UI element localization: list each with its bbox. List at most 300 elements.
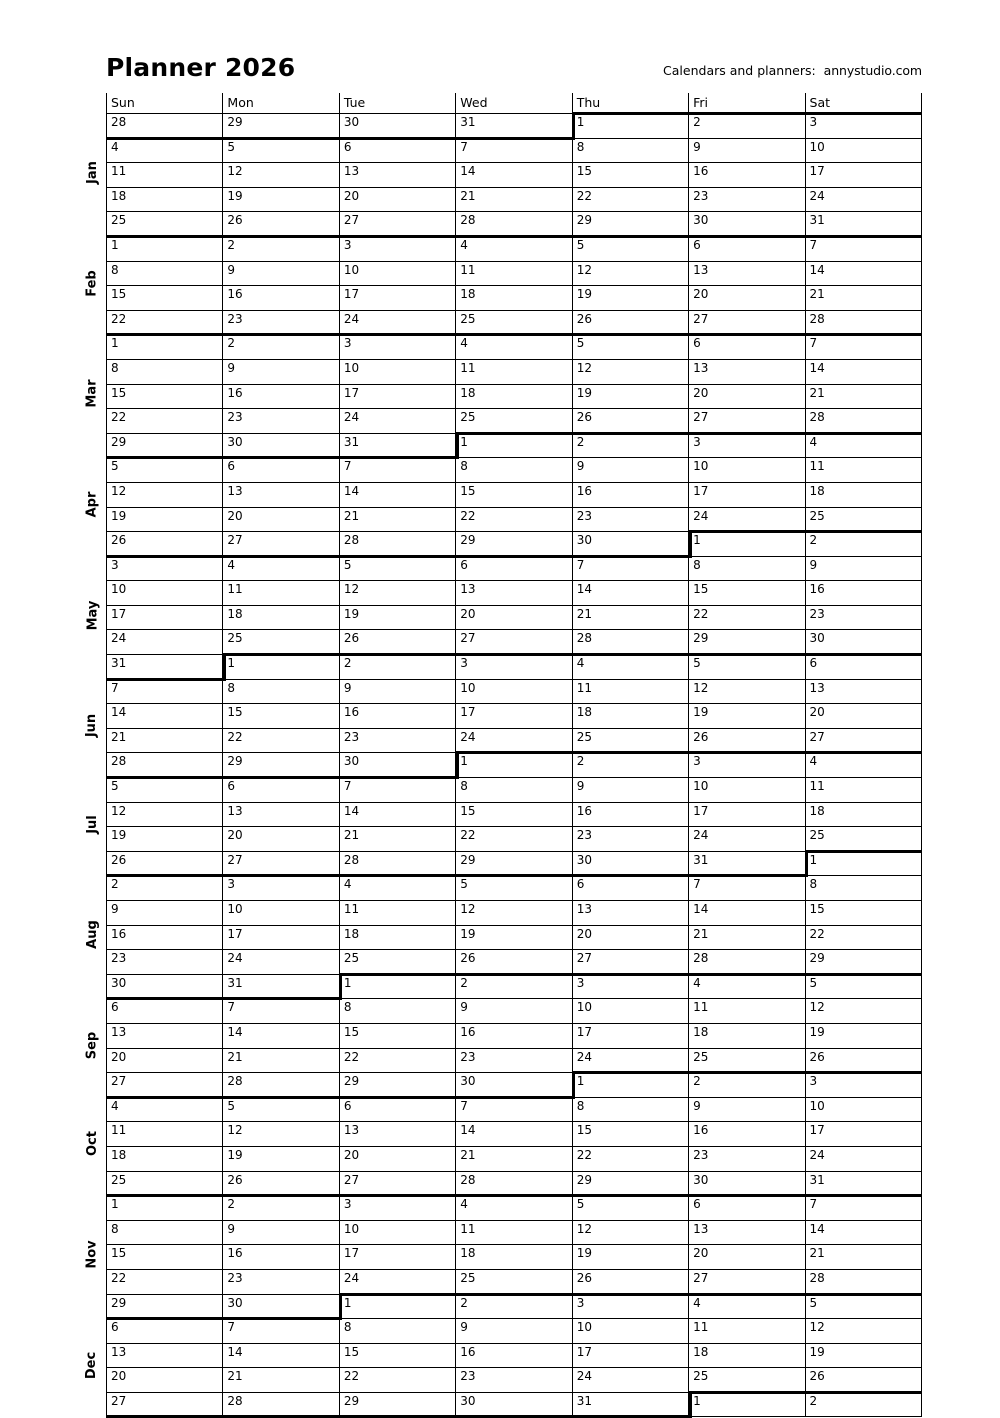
day-cell[interactable]: 26 <box>689 728 805 753</box>
day-cell[interactable]: 11 <box>339 901 455 926</box>
day-cell[interactable]: 25 <box>223 630 339 655</box>
day-cell[interactable]: 25 <box>689 1048 805 1073</box>
day-cell[interactable]: 5 <box>107 458 223 483</box>
day-cell[interactable]: 18 <box>805 482 921 507</box>
day-cell[interactable]: 30 <box>572 851 688 876</box>
day-cell[interactable]: 10 <box>689 778 805 803</box>
day-cell[interactable]: 16 <box>689 163 805 188</box>
day-cell[interactable]: 19 <box>107 827 223 852</box>
day-cell[interactable]: 15 <box>456 802 572 827</box>
day-cell[interactable]: 16 <box>456 1343 572 1368</box>
day-cell[interactable]: 18 <box>689 1023 805 1048</box>
day-cell[interactable]: 22 <box>572 1146 688 1171</box>
day-cell[interactable]: 7 <box>339 458 455 483</box>
day-cell[interactable]: 20 <box>572 925 688 950</box>
day-cell[interactable]: 7 <box>107 679 223 704</box>
day-cell[interactable]: 18 <box>107 1146 223 1171</box>
day-cell[interactable]: 15 <box>107 1245 223 1270</box>
day-cell[interactable]: 28 <box>456 1171 572 1196</box>
day-cell[interactable]: 24 <box>805 187 921 212</box>
day-cell[interactable]: 14 <box>805 1220 921 1245</box>
day-cell[interactable]: 27 <box>805 728 921 753</box>
day-cell[interactable]: 6 <box>339 138 455 163</box>
day-cell[interactable]: 10 <box>572 999 688 1024</box>
day-cell[interactable]: 18 <box>689 1343 805 1368</box>
day-cell[interactable]: 18 <box>223 605 339 630</box>
day-cell[interactable]: 18 <box>572 704 688 729</box>
day-cell[interactable]: 28 <box>223 1073 339 1098</box>
day-cell[interactable]: 26 <box>572 1269 688 1294</box>
day-cell[interactable]: 19 <box>456 925 572 950</box>
day-cell[interactable]: 6 <box>805 655 921 680</box>
day-cell[interactable]: 8 <box>107 1220 223 1245</box>
day-cell[interactable]: 26 <box>805 1048 921 1073</box>
day-cell[interactable]: 7 <box>689 876 805 901</box>
day-cell[interactable]: 1 <box>107 236 223 261</box>
day-cell[interactable]: 5 <box>456 876 572 901</box>
day-cell[interactable]: 15 <box>107 384 223 409</box>
day-cell[interactable]: 29 <box>572 1171 688 1196</box>
day-cell[interactable]: 4 <box>107 1097 223 1122</box>
day-cell[interactable]: 12 <box>572 359 688 384</box>
day-cell[interactable]: 3 <box>572 974 688 999</box>
day-cell[interactable]: 10 <box>223 901 339 926</box>
day-cell[interactable]: 12 <box>572 261 688 286</box>
day-cell[interactable]: 13 <box>689 359 805 384</box>
day-cell[interactable]: 7 <box>805 335 921 360</box>
day-cell[interactable]: 7 <box>572 556 688 581</box>
day-cell[interactable]: 14 <box>805 261 921 286</box>
day-cell[interactable]: 16 <box>223 384 339 409</box>
day-cell[interactable]: 20 <box>339 187 455 212</box>
day-cell[interactable]: 13 <box>689 1220 805 1245</box>
day-cell[interactable]: 9 <box>223 1220 339 1245</box>
day-cell[interactable]: 17 <box>456 704 572 729</box>
day-cell[interactable]: 10 <box>339 1220 455 1245</box>
day-cell[interactable]: 5 <box>572 335 688 360</box>
day-cell[interactable]: 9 <box>572 778 688 803</box>
day-cell[interactable]: 15 <box>339 1343 455 1368</box>
day-cell[interactable]: 19 <box>572 1245 688 1270</box>
day-cell[interactable]: 24 <box>805 1146 921 1171</box>
day-cell[interactable]: 24 <box>572 1368 688 1393</box>
day-cell[interactable]: 7 <box>223 1319 339 1344</box>
day-cell[interactable]: 19 <box>572 384 688 409</box>
day-cell[interactable]: 25 <box>805 507 921 532</box>
day-cell[interactable]: 23 <box>456 1368 572 1393</box>
day-cell[interactable]: 29 <box>107 1294 223 1319</box>
day-cell[interactable]: 22 <box>689 605 805 630</box>
day-cell[interactable]: 17 <box>339 286 455 311</box>
day-cell[interactable]: 28 <box>456 212 572 237</box>
day-cell[interactable]: 14 <box>107 704 223 729</box>
day-cell[interactable]: 3 <box>339 335 455 360</box>
day-cell[interactable]: 24 <box>339 409 455 434</box>
day-cell[interactable]: 8 <box>456 778 572 803</box>
day-cell[interactable]: 6 <box>107 999 223 1024</box>
day-cell[interactable]: 29 <box>456 532 572 557</box>
day-cell[interactable]: 1 <box>689 1392 805 1417</box>
day-cell[interactable]: 5 <box>223 138 339 163</box>
day-cell[interactable]: 29 <box>805 950 921 975</box>
day-cell[interactable]: 22 <box>572 187 688 212</box>
day-cell[interactable]: 2 <box>223 335 339 360</box>
day-cell[interactable]: 19 <box>689 704 805 729</box>
day-cell[interactable]: 24 <box>339 310 455 335</box>
day-cell[interactable]: 10 <box>805 1097 921 1122</box>
day-cell[interactable]: 20 <box>223 507 339 532</box>
day-cell[interactable]: 19 <box>572 286 688 311</box>
day-cell[interactable]: 13 <box>689 261 805 286</box>
day-cell[interactable]: 18 <box>456 384 572 409</box>
day-cell[interactable]: 18 <box>339 925 455 950</box>
day-cell[interactable]: 11 <box>572 679 688 704</box>
day-cell[interactable]: 1 <box>689 532 805 557</box>
day-cell[interactable]: 28 <box>107 753 223 778</box>
day-cell[interactable]: 18 <box>107 187 223 212</box>
day-cell[interactable]: 1 <box>572 1073 688 1098</box>
day-cell[interactable]: 29 <box>456 851 572 876</box>
day-cell[interactable]: 8 <box>572 138 688 163</box>
day-cell[interactable]: 30 <box>107 974 223 999</box>
day-cell[interactable]: 12 <box>339 581 455 606</box>
day-cell[interactable]: 12 <box>572 1220 688 1245</box>
day-cell[interactable]: 23 <box>339 728 455 753</box>
day-cell[interactable]: 28 <box>689 950 805 975</box>
day-cell[interactable]: 20 <box>689 286 805 311</box>
day-cell[interactable]: 6 <box>689 335 805 360</box>
day-cell[interactable]: 24 <box>223 950 339 975</box>
day-cell[interactable]: 26 <box>107 851 223 876</box>
day-cell[interactable]: 26 <box>572 409 688 434</box>
day-cell[interactable]: 3 <box>572 1294 688 1319</box>
day-cell[interactable]: 31 <box>805 212 921 237</box>
day-cell[interactable]: 4 <box>456 335 572 360</box>
day-cell[interactable]: 27 <box>223 851 339 876</box>
day-cell[interactable]: 14 <box>572 581 688 606</box>
day-cell[interactable]: 20 <box>339 1146 455 1171</box>
day-cell[interactable]: 4 <box>223 556 339 581</box>
credit-site-link[interactable]: annystudio.com <box>823 62 922 78</box>
day-cell[interactable]: 14 <box>456 1122 572 1147</box>
day-cell[interactable]: 8 <box>339 1319 455 1344</box>
day-cell[interactable]: 8 <box>107 359 223 384</box>
day-cell[interactable]: 1 <box>339 974 455 999</box>
day-cell[interactable]: 15 <box>456 482 572 507</box>
day-cell[interactable]: 24 <box>689 827 805 852</box>
day-cell[interactable]: 27 <box>572 950 688 975</box>
day-cell[interactable]: 17 <box>223 925 339 950</box>
day-cell[interactable]: 15 <box>689 581 805 606</box>
day-cell[interactable]: 17 <box>107 605 223 630</box>
day-cell[interactable]: 10 <box>339 359 455 384</box>
day-cell[interactable]: 2 <box>805 532 921 557</box>
day-cell[interactable]: 26 <box>223 212 339 237</box>
day-cell[interactable]: 23 <box>689 187 805 212</box>
day-cell[interactable]: 5 <box>107 778 223 803</box>
day-cell[interactable]: 30 <box>456 1073 572 1098</box>
day-cell[interactable]: 8 <box>689 556 805 581</box>
day-cell[interactable]: 3 <box>339 236 455 261</box>
day-cell[interactable]: 21 <box>456 1146 572 1171</box>
day-cell[interactable]: 12 <box>223 1122 339 1147</box>
day-cell[interactable]: 13 <box>223 482 339 507</box>
day-cell[interactable]: 7 <box>223 999 339 1024</box>
day-cell[interactable]: 5 <box>805 1294 921 1319</box>
day-cell[interactable]: 6 <box>572 876 688 901</box>
day-cell[interactable]: 7 <box>805 236 921 261</box>
day-cell[interactable]: 27 <box>689 409 805 434</box>
day-cell[interactable]: 11 <box>805 778 921 803</box>
day-cell[interactable]: 19 <box>223 187 339 212</box>
day-cell[interactable]: 4 <box>339 876 455 901</box>
day-cell[interactable]: 14 <box>339 802 455 827</box>
day-cell[interactable]: 22 <box>107 1269 223 1294</box>
day-cell[interactable]: 9 <box>689 138 805 163</box>
day-cell[interactable]: 2 <box>689 114 805 139</box>
day-cell[interactable]: 1 <box>572 114 688 139</box>
day-cell[interactable]: 17 <box>572 1023 688 1048</box>
day-cell[interactable]: 13 <box>339 1122 455 1147</box>
day-cell[interactable]: 25 <box>456 409 572 434</box>
day-cell[interactable]: 6 <box>689 1196 805 1221</box>
day-cell[interactable]: 9 <box>107 901 223 926</box>
day-cell[interactable]: 9 <box>456 999 572 1024</box>
day-cell[interactable]: 22 <box>339 1368 455 1393</box>
day-cell[interactable]: 11 <box>805 458 921 483</box>
day-cell[interactable]: 2 <box>339 655 455 680</box>
day-cell[interactable]: 20 <box>107 1368 223 1393</box>
day-cell[interactable]: 21 <box>107 728 223 753</box>
day-cell[interactable]: 4 <box>689 974 805 999</box>
day-cell[interactable]: 17 <box>339 1245 455 1270</box>
day-cell[interactable]: 25 <box>339 950 455 975</box>
day-cell[interactable]: 10 <box>339 261 455 286</box>
day-cell[interactable]: 18 <box>456 286 572 311</box>
day-cell[interactable]: 22 <box>805 925 921 950</box>
day-cell[interactable]: 17 <box>805 1122 921 1147</box>
day-cell[interactable]: 26 <box>339 630 455 655</box>
day-cell[interactable]: 12 <box>805 1319 921 1344</box>
day-cell[interactable]: 1 <box>223 655 339 680</box>
day-cell[interactable]: 25 <box>805 827 921 852</box>
day-cell[interactable]: 4 <box>456 1196 572 1221</box>
day-cell[interactable]: 31 <box>339 433 455 458</box>
day-cell[interactable]: 13 <box>223 802 339 827</box>
day-cell[interactable]: 9 <box>339 679 455 704</box>
day-cell[interactable]: 4 <box>805 433 921 458</box>
day-cell[interactable]: 8 <box>223 679 339 704</box>
day-cell[interactable]: 10 <box>572 1319 688 1344</box>
day-cell[interactable]: 7 <box>456 1097 572 1122</box>
day-cell[interactable]: 7 <box>339 778 455 803</box>
day-cell[interactable]: 3 <box>339 1196 455 1221</box>
day-cell[interactable]: 23 <box>107 950 223 975</box>
day-cell[interactable]: 3 <box>223 876 339 901</box>
day-cell[interactable]: 21 <box>223 1048 339 1073</box>
day-cell[interactable]: 23 <box>572 507 688 532</box>
day-cell[interactable]: 17 <box>689 482 805 507</box>
day-cell[interactable]: 29 <box>689 630 805 655</box>
day-cell[interactable]: 1 <box>107 1196 223 1221</box>
day-cell[interactable]: 16 <box>456 1023 572 1048</box>
day-cell[interactable]: 23 <box>689 1146 805 1171</box>
day-cell[interactable]: 21 <box>223 1368 339 1393</box>
day-cell[interactable]: 13 <box>572 901 688 926</box>
day-cell[interactable]: 23 <box>456 1048 572 1073</box>
day-cell[interactable]: 6 <box>339 1097 455 1122</box>
day-cell[interactable]: 27 <box>689 310 805 335</box>
day-cell[interactable]: 14 <box>339 482 455 507</box>
day-cell[interactable]: 28 <box>223 1392 339 1417</box>
day-cell[interactable]: 27 <box>456 630 572 655</box>
day-cell[interactable]: 16 <box>223 1245 339 1270</box>
day-cell[interactable]: 3 <box>456 655 572 680</box>
day-cell[interactable]: 26 <box>107 532 223 557</box>
day-cell[interactable]: 27 <box>689 1269 805 1294</box>
day-cell[interactable]: 19 <box>339 605 455 630</box>
day-cell[interactable]: 25 <box>689 1368 805 1393</box>
day-cell[interactable]: 28 <box>107 114 223 139</box>
day-cell[interactable]: 11 <box>689 1319 805 1344</box>
day-cell[interactable]: 3 <box>805 1073 921 1098</box>
day-cell[interactable]: 31 <box>456 114 572 139</box>
day-cell[interactable]: 10 <box>456 679 572 704</box>
day-cell[interactable]: 4 <box>456 236 572 261</box>
day-cell[interactable]: 1 <box>107 335 223 360</box>
day-cell[interactable]: 16 <box>107 925 223 950</box>
day-cell[interactable]: 21 <box>339 827 455 852</box>
day-cell[interactable]: 30 <box>689 212 805 237</box>
day-cell[interactable]: 28 <box>805 1269 921 1294</box>
day-cell[interactable]: 15 <box>572 1122 688 1147</box>
day-cell[interactable]: 3 <box>805 114 921 139</box>
day-cell[interactable]: 25 <box>456 1269 572 1294</box>
day-cell[interactable]: 2 <box>456 1294 572 1319</box>
day-cell[interactable]: 9 <box>223 261 339 286</box>
day-cell[interactable]: 11 <box>107 163 223 188</box>
day-cell[interactable]: 31 <box>572 1392 688 1417</box>
day-cell[interactable]: 18 <box>805 802 921 827</box>
day-cell[interactable]: 27 <box>339 212 455 237</box>
day-cell[interactable]: 22 <box>339 1048 455 1073</box>
day-cell[interactable]: 20 <box>223 827 339 852</box>
day-cell[interactable]: 30 <box>689 1171 805 1196</box>
day-cell[interactable]: 8 <box>107 261 223 286</box>
day-cell[interactable]: 5 <box>572 1196 688 1221</box>
day-cell[interactable]: 29 <box>339 1073 455 1098</box>
day-cell[interactable]: 10 <box>689 458 805 483</box>
day-cell[interactable]: 21 <box>339 507 455 532</box>
day-cell[interactable]: 11 <box>456 1220 572 1245</box>
day-cell[interactable]: 14 <box>223 1343 339 1368</box>
day-cell[interactable]: 16 <box>572 802 688 827</box>
day-cell[interactable]: 23 <box>223 409 339 434</box>
day-cell[interactable]: 2 <box>107 876 223 901</box>
day-cell[interactable]: 14 <box>456 163 572 188</box>
day-cell[interactable]: 3 <box>689 433 805 458</box>
day-cell[interactable]: 15 <box>339 1023 455 1048</box>
day-cell[interactable]: 21 <box>805 286 921 311</box>
day-cell[interactable]: 20 <box>456 605 572 630</box>
day-cell[interactable]: 29 <box>223 114 339 139</box>
day-cell[interactable]: 13 <box>456 581 572 606</box>
day-cell[interactable]: 27 <box>223 532 339 557</box>
day-cell[interactable]: 26 <box>572 310 688 335</box>
day-cell[interactable]: 9 <box>689 1097 805 1122</box>
day-cell[interactable]: 14 <box>805 359 921 384</box>
day-cell[interactable]: 19 <box>223 1146 339 1171</box>
day-cell[interactable]: 6 <box>456 556 572 581</box>
day-cell[interactable]: 6 <box>107 1319 223 1344</box>
day-cell[interactable]: 21 <box>689 925 805 950</box>
day-cell[interactable]: 19 <box>805 1343 921 1368</box>
day-cell[interactable]: 27 <box>107 1392 223 1417</box>
day-cell[interactable]: 15 <box>572 163 688 188</box>
day-cell[interactable]: 28 <box>805 310 921 335</box>
day-cell[interactable]: 27 <box>107 1073 223 1098</box>
day-cell[interactable]: 18 <box>456 1245 572 1270</box>
day-cell[interactable]: 9 <box>572 458 688 483</box>
day-cell[interactable]: 11 <box>456 359 572 384</box>
day-cell[interactable]: 12 <box>223 163 339 188</box>
day-cell[interactable]: 17 <box>805 163 921 188</box>
day-cell[interactable]: 14 <box>223 1023 339 1048</box>
day-cell[interactable]: 23 <box>223 1269 339 1294</box>
day-cell[interactable]: 22 <box>223 728 339 753</box>
day-cell[interactable]: 4 <box>805 753 921 778</box>
day-cell[interactable]: 25 <box>456 310 572 335</box>
day-cell[interactable]: 9 <box>456 1319 572 1344</box>
day-cell[interactable]: 11 <box>689 999 805 1024</box>
day-cell[interactable]: 12 <box>107 482 223 507</box>
day-cell[interactable]: 2 <box>223 1196 339 1221</box>
day-cell[interactable]: 20 <box>689 1245 805 1270</box>
day-cell[interactable]: 22 <box>456 827 572 852</box>
day-cell[interactable]: 26 <box>223 1171 339 1196</box>
day-cell[interactable]: 25 <box>572 728 688 753</box>
day-cell[interactable]: 4 <box>572 655 688 680</box>
day-cell[interactable]: 29 <box>572 212 688 237</box>
day-cell[interactable]: 6 <box>689 236 805 261</box>
day-cell[interactable]: 2 <box>456 974 572 999</box>
day-cell[interactable]: 12 <box>456 901 572 926</box>
day-cell[interactable]: 24 <box>339 1269 455 1294</box>
day-cell[interactable]: 30 <box>223 433 339 458</box>
day-cell[interactable]: 16 <box>339 704 455 729</box>
day-cell[interactable]: 15 <box>223 704 339 729</box>
day-cell[interactable]: 13 <box>107 1023 223 1048</box>
day-cell[interactable]: 21 <box>805 1245 921 1270</box>
day-cell[interactable]: 22 <box>107 409 223 434</box>
day-cell[interactable]: 20 <box>805 704 921 729</box>
day-cell[interactable]: 31 <box>107 655 223 680</box>
day-cell[interactable]: 23 <box>223 310 339 335</box>
day-cell[interactable]: 30 <box>572 532 688 557</box>
day-cell[interactable]: 2 <box>223 236 339 261</box>
day-cell[interactable]: 1 <box>456 433 572 458</box>
day-cell[interactable]: 6 <box>223 778 339 803</box>
day-cell[interactable]: 30 <box>223 1294 339 1319</box>
day-cell[interactable]: 1 <box>456 753 572 778</box>
day-cell[interactable]: 19 <box>107 507 223 532</box>
day-cell[interactable]: 24 <box>689 507 805 532</box>
day-cell[interactable]: 5 <box>572 236 688 261</box>
day-cell[interactable]: 16 <box>805 581 921 606</box>
day-cell[interactable]: 28 <box>339 532 455 557</box>
day-cell[interactable]: 24 <box>456 728 572 753</box>
day-cell[interactable]: 21 <box>572 605 688 630</box>
